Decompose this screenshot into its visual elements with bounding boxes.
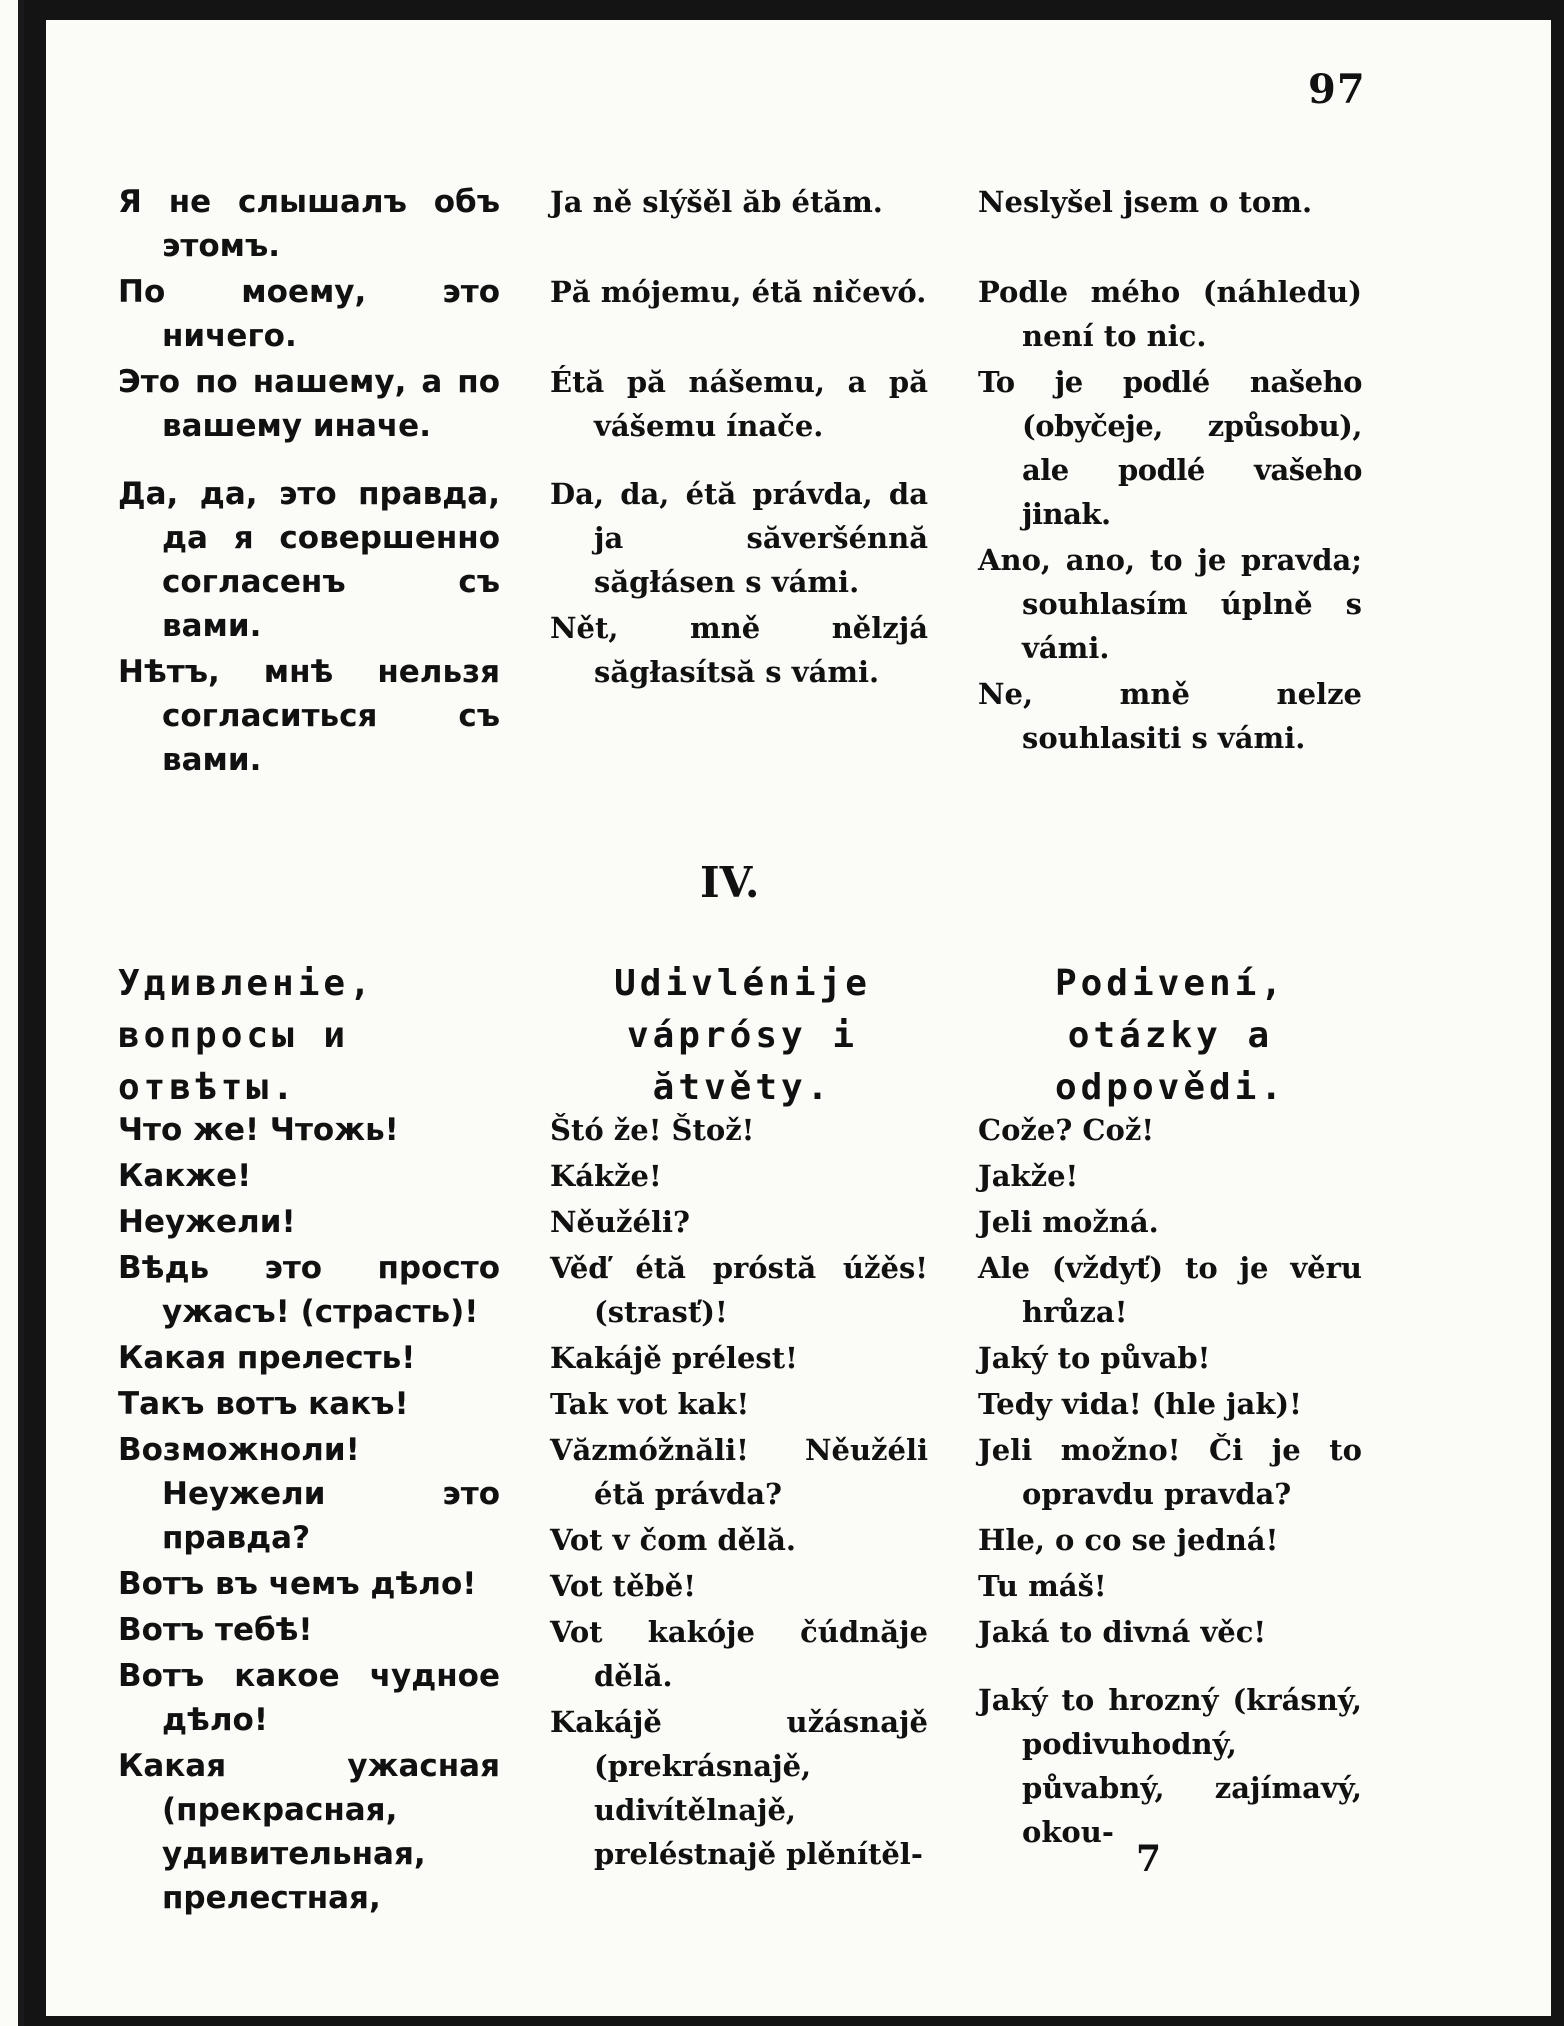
- transliteration-column: [550, 1108, 928, 1878]
- phrase-cz: Podle mého (náhledu) není to nic.: [978, 275, 1362, 353]
- signature-mark: 7: [1136, 1838, 1162, 1880]
- phrase-cz: Jeli možno! Či je to opravdu pravda?: [978, 1433, 1362, 1511]
- phrase-ru: Вотъ въ чемъ дѣло!: [118, 1566, 477, 1602]
- section-numeral: IV.: [700, 858, 760, 907]
- phrase-translit: Étă pă nášemu, a pă vášemu ínače.: [550, 365, 928, 443]
- phrase-ru: Вотъ какое чудное дѣло!: [118, 1658, 500, 1738]
- phrase-ru: Это по нашему, а по вашему иначе.: [118, 364, 500, 444]
- phrase-translit: Da, da, étă právda, da ja săveršénnă săgłásen s vámi.: [550, 477, 928, 599]
- phrase-ru: Какая прелесть!: [118, 1340, 416, 1376]
- czech-column: [978, 1108, 1362, 1856]
- phrase-cz: Neslyšel jsem o tom.: [978, 185, 1313, 219]
- phrase-translit: Ja ně slýšěl ăb étăm.: [550, 185, 883, 219]
- phrase-translit: Vot kakóje čúdnăje dělă.: [550, 1615, 928, 1693]
- phrase-ru: Какая ужасная (прекрасная, удивительная, прелестная,: [118, 1748, 500, 1916]
- phrase-cz: Jaký to půvab!: [978, 1341, 1211, 1375]
- russian-column: [118, 180, 500, 784]
- phrase-ru: Какже!: [118, 1158, 252, 1194]
- left-page-edge: [0, 0, 24, 2026]
- phrase-translit: Vot těbě!: [550, 1569, 696, 1603]
- phrase-ru: Неужели!: [118, 1204, 296, 1240]
- phrase-ru: По моему, это ничего.: [118, 274, 500, 354]
- phrase-translit: Kakájě užásnajě (prekrásnajě, udivítělnajě, preléstnajě plěnítěl-: [550, 1705, 928, 1871]
- phrase-cz: Jeli možná.: [978, 1205, 1159, 1239]
- phrase-translit: Kakájě prélest!: [550, 1341, 798, 1375]
- phrase-cz: Jakže!: [978, 1159, 1079, 1193]
- phrase-cz: Cože? Což!: [978, 1113, 1155, 1147]
- phrase-ru: Вѣдь это просто ужасъ! (страсть)!: [118, 1250, 500, 1330]
- phrase-cz: Jaká to divná věc!: [978, 1615, 1267, 1649]
- phrase-translit: Vot v čom dělă.: [550, 1523, 797, 1557]
- phrase-translit: Pă mójemu, étă ničevó.: [550, 275, 927, 309]
- page-number: 97: [1308, 66, 1366, 113]
- phrase-ru: Вотъ тебѣ!: [118, 1612, 313, 1648]
- phrase-cz: Tedy vida! (hle jak)!: [978, 1387, 1302, 1421]
- phrase-translit: Văzmóžnăli! Něužéli étă právda?: [550, 1433, 928, 1511]
- phrase-ru: Я не слышалъ объ этомъ.: [118, 184, 500, 264]
- russian-column: [118, 1108, 500, 1922]
- section-heading-czech: Podivení, otázky a odpovědi.: [1054, 963, 1287, 1108]
- phrase-cz: Ale (vždyť) to je věru hrůza!: [978, 1251, 1362, 1329]
- phrase-translit: Věď étă próstă úžěs! (strasť)!: [550, 1251, 928, 1329]
- phrase-cz: Ne, mně nelze souhlasiti s vámi.: [978, 677, 1362, 755]
- section-heading-russian: Удивленіе, вопросы и отвѣты.: [118, 963, 375, 1108]
- phrase-translit: Něužéli?: [550, 1205, 690, 1239]
- section-heading-transliteration: Udivlénije váprósy i ătvěty.: [614, 963, 871, 1108]
- phrase-translit: Štó že! Štož!: [550, 1113, 755, 1147]
- phrase-cz: Ano, ano, to je pravda; souhlasím úplně s vámi.: [978, 543, 1362, 665]
- phrase-ru: Такъ вотъ какъ!: [118, 1386, 409, 1422]
- phrase-translit: Kákže!: [550, 1159, 662, 1193]
- phrase-translit: Nět, mně nělzjá săgłasítsă s vámi.: [550, 611, 928, 689]
- czech-column: [978, 180, 1362, 762]
- phrase-ru: Да, да, это правда, да я совершенно согласенъ съ вами.: [118, 476, 500, 644]
- phrase-ru: Нѣтъ, мнѣ нельзя согласиться съ вами.: [118, 654, 500, 778]
- phrase-ru: Что же! Чтожь!: [118, 1112, 399, 1148]
- phrase-cz: Jaký to hrozný (krásný, podivuhodný, půvabný, zajímavý, okou-: [978, 1683, 1362, 1849]
- phrase-translit: Tak vot kak!: [550, 1387, 750, 1421]
- transliteration-column: [550, 180, 928, 696]
- phrase-cz: Tu máš!: [978, 1569, 1107, 1603]
- phrase-cz: Hle, o co se jedná!: [978, 1523, 1279, 1557]
- phrase-cz: To je podlé našeho (obyčeje, způsobu), ale podlé vašeho jinak.: [978, 365, 1362, 531]
- phrase-ru: Возможноли! Неужели это правда?: [118, 1432, 500, 1556]
